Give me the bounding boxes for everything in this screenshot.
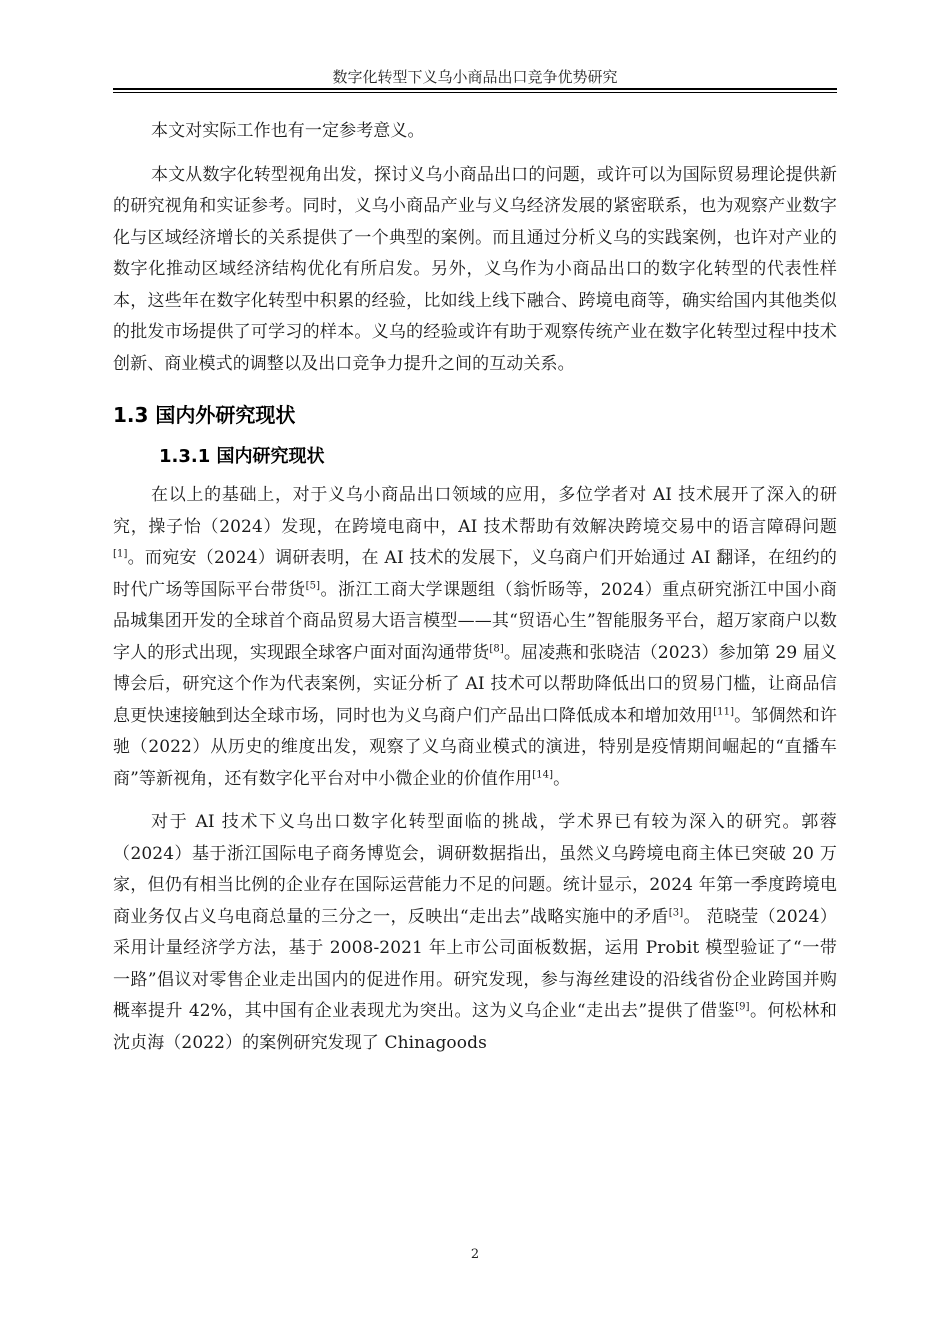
sentence: 。邹倜然和许驰（2022）从历史的维度出发，观察了义乌商业模式的演进，特别是疫情期间崛起的“直播车商”等新视角，还有数字化平台对中小微企业的价值作用 (113, 705, 837, 789)
sentence: 。屈凌燕和张晓洁（2023）参加第 29 届义博会后，研究这个作为代表案例，实证分析了 AI 技术可以帮助降低出口的贸易门槛，让商品信息更快速接触到达全球市场，同时也为义乌商户们产品出口降低成本和增加效用 (113, 642, 837, 726)
citation-ref: [11] (713, 705, 735, 717)
citation-ref: [8] (489, 642, 504, 654)
header-rule (113, 88, 837, 90)
running-header: 数字化转型下义乌小商品出口竞争优势研究 (332, 68, 618, 86)
subsection-heading: 1.3.1 国内研究现状 (159, 446, 325, 467)
sentence: 。何松林和沈贞海（2022）的案例研究发现了 Chinagoods (113, 1001, 838, 1053)
paragraph-domestic-research (113, 480, 837, 795)
section-heading: 1.3 国内外研究现状 (113, 403, 296, 427)
sentence: 。浙江工商大学课题组（翁忻旸等，2024）重点研究浙江中国小商品城集团开发的全球首个商品贸易大语言模型——其“贸语心生”智能服务平台，超万家商户以数字人的形式出现，实现跟全球客户面对面沟通带货 (113, 579, 837, 663)
sentence: 对于 AI 技术下义乌出口数字化转型面临的挑战，学术界已有较为深入的研究。郭蓉（2024）基于浙江国际电子商务博览会，调研数据指出，虽然义乌跨境电商主体已突破 20 万家，但仍有相当比例的企业存在国际运营能力不足的问题。统计显示，2024 年第一季度跨境电商业务仅占义乌电商总量的三分之一，反映出“走出去”战略实施中的矛盾 (113, 812, 837, 927)
citation-ref: [9] (735, 1001, 750, 1013)
citation-ref: [1] (113, 548, 128, 560)
paragraph-intro-tail: 本文对实际工作也有一定参考意义。 (151, 121, 425, 141)
sentence: 。 (553, 768, 571, 789)
sentence: 在以上的基础上，对于义乌小商品出口领域的应用，多位学者对 AI 技术展开了深入的研究，操子怡（2024）发现，在跨境电商中，AI 技术帮助有效解决跨境交易中的语言障碍问题 (113, 485, 837, 537)
header-rule-thin (113, 92, 837, 93)
citation-ref: [5] (305, 579, 321, 591)
citation-ref: [14] (532, 768, 554, 780)
paragraph-significance: 本文从数字化转型视角出发，探讨义乌小商品出口的问题，或许可以为国际贸易理论提供新的研究视角和实证参考。同时，义乌小商品产业与义乌经济发展的紧密联系，也为观察产业数字化与区域经济增长的关系提供了一个典型的案例。而且通过分析义乌的实践案例，也许对产业的数字化推动区域经济结构优化有所启发。另外，义乌作为小商品出口的数字化转型的代表性样本，这些年在数字化转型中积累的经验，比如线上线下融合、跨境电商等，确实给国内其他类似的批发市场提供了可学习的样本。义乌的经验或许有助于观察传统产业在数字化转型过程中技术创新、商业模式的调整以及出口竞争力提升之间的互动关系。 (113, 164, 837, 374)
sentence: 。而宛安（2024）调研表明，在 AI 技术的发展下，义乌商户们开始通过 AI 翻译，在纽约的时代广场等国际平台带货 (113, 548, 837, 600)
page-number: 2 (470, 1247, 480, 1262)
sentence: 。 范晓莹（2024）采用计量经济学方法，基于 2008-2021 年上市公司面板数据，运用 Probit 模型验证了“一带一路”倡议对零售企业走出国内的促进作用。研究发现，参与海丝建设的沿线省份企业跨国并购概率提升 42%，其中国有企业表现尤为突出。这为义乌企业“走出去”提供了借鉴 (113, 906, 837, 1021)
citation-ref: [3] (668, 906, 684, 918)
paragraph-challenges (113, 807, 837, 1059)
page-body (113, 116, 837, 1059)
